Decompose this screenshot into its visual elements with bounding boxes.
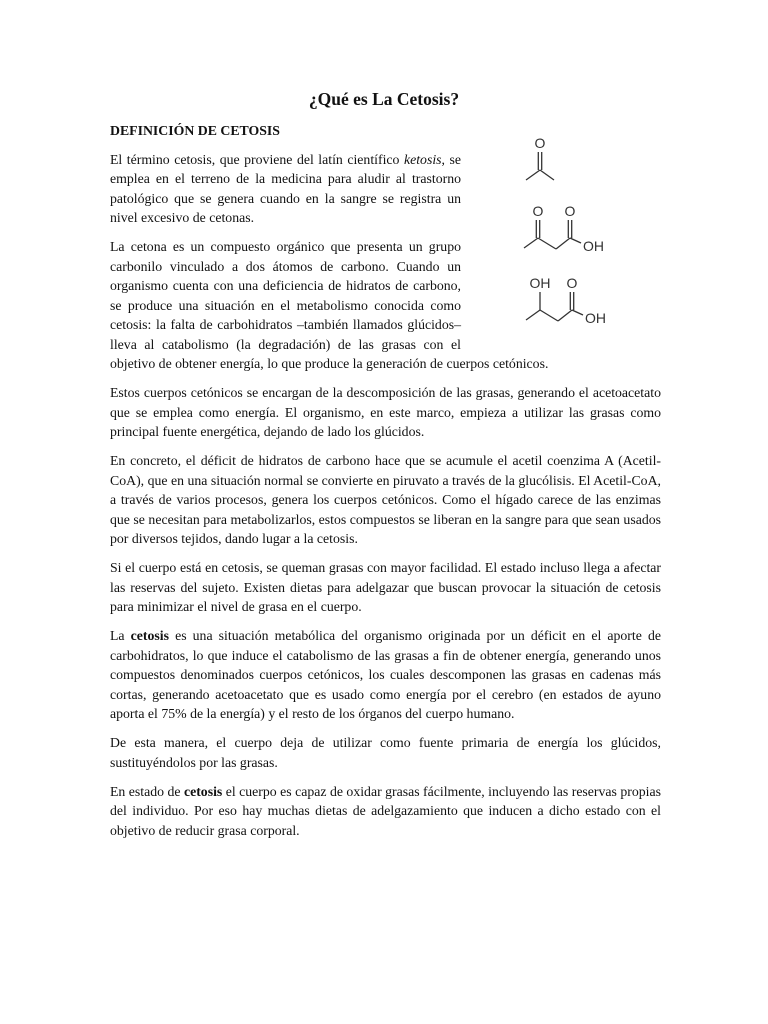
acetoacetic-hydroxyl-label: OH [583,238,604,254]
paragraph-7: De esta manera, el cuerpo deja de utilizar como fuente primaria de energía los glúcidos, sustituyéndolos por las grasas. [110,735,661,770]
acetone-oxygen-label: O [534,135,546,151]
paragraph-2: La cetona es un compuesto orgánico que presenta un grupo carbonilo vinculado a dos átomos de carbono. Cuando un organismo cuenta con una deficiencia de hidratos de carbono, se produce una situación en el metabolismo conocida como cetosis: la falta de carbohidratos –también llamados glúcidos– lleva al catabolismo (la degradación) de las grasas con el objetivo de obtener energía, lo que produce la generación de cuerpos cetónicos. [110,239,549,371]
section-heading: DEFINICIÓN DE CETOSIS [110,123,280,138]
paragraph-1-text: El término cetosis, que proviene del latín científico [110,151,404,167]
hydroxybutyric-hydroxyl1-label: OH [529,275,551,291]
figure-space [461,121,661,353]
page-title: ¿Qué es La Cetosis? [308,89,460,109]
paragraph-6-text-cont: es una situación metabólica del organismo originada por un déficit en el aporte de carbohidratos, lo que induce el catabolismo de las grasas a fin de obtener energía, generando unos compuestos denominados cuerpos cetónicos, los cuales descomponen las grasas en cadenas más cortas, generando acetoacetato que es usado como energía por el cerebro (en estados de ayuno aporta el 75% de la energía) y el resto de los órganos del cuerpo humano. [110,628,661,721]
document-body [110,121,661,850]
paragraph-8 [110,782,661,841]
ketosis-italic-term: ketosis [403,151,442,167]
cetosis-bold-term-2: cetosis [183,783,223,799]
paragraph-5: Si el cuerpo está en cetosis, se queman grasas con mayor facilidad. El estado incluso llega a afectar las reservas del sujeto. Existen dietas para adelgazar que buscan provocar la situación de cetosis para minimizar el nivel de grasa en el cuerpo. [110,560,661,614]
paragraph-6 [110,626,661,724]
cetosis-bold-term: cetosis [130,628,169,643]
paragraph-8-text: En estado de [110,783,184,799]
paragraph-6-text: La [110,628,131,643]
paragraph-4: En concreto, el déficit de hidratos de carbono hace que se acumule el acetil coenzima A (Acetil-CoA), que en una situación normal se convierte en piruvato a través de la glucólisis. El Acetil-CoA, a través de varios procesos, genera los cuerpos cetónicos. Como el hígado carece de las enzimas que se necesitan para metabolizarlos, estos compuestos se liberan en la sangre para que sean usados por diversos tejidos, dando lugar a la cetosis. [110,453,661,546]
hydroxybutyric-oxygen-label: O [566,275,578,291]
hydroxybutyric-hydroxyl2-label: OH [585,310,606,326]
acetoacetic-oxygen1-label: O [532,203,544,219]
paragraph-1-text-cont: , se emplea en el terreno de la medicina para aludir al trastorno patológico que se genera cuando en la sangre se registra un nivel excesivo de cetonas. [110,151,461,225]
acetoacetic-oxygen2-label: O [564,203,576,219]
paragraph-3: Estos cuerpos cetónicos se encargan de la descomposición de las grasas, generando el acetoacetato que se emplea como energía. El organismo, en este marco, empieza a utilizar las grasas como principal fuente energética, dejando de lado los glúcidos. [110,385,661,439]
paragraph-8-text-cont: el cuerpo es capaz de oxidar grasas fácilmente, incluyendo las reservas propias del individuo. Por eso hay muchas dietas de adelgazamiento que inducen a dicho estado con el objetivo de reducir grasa corporal. [110,783,661,838]
